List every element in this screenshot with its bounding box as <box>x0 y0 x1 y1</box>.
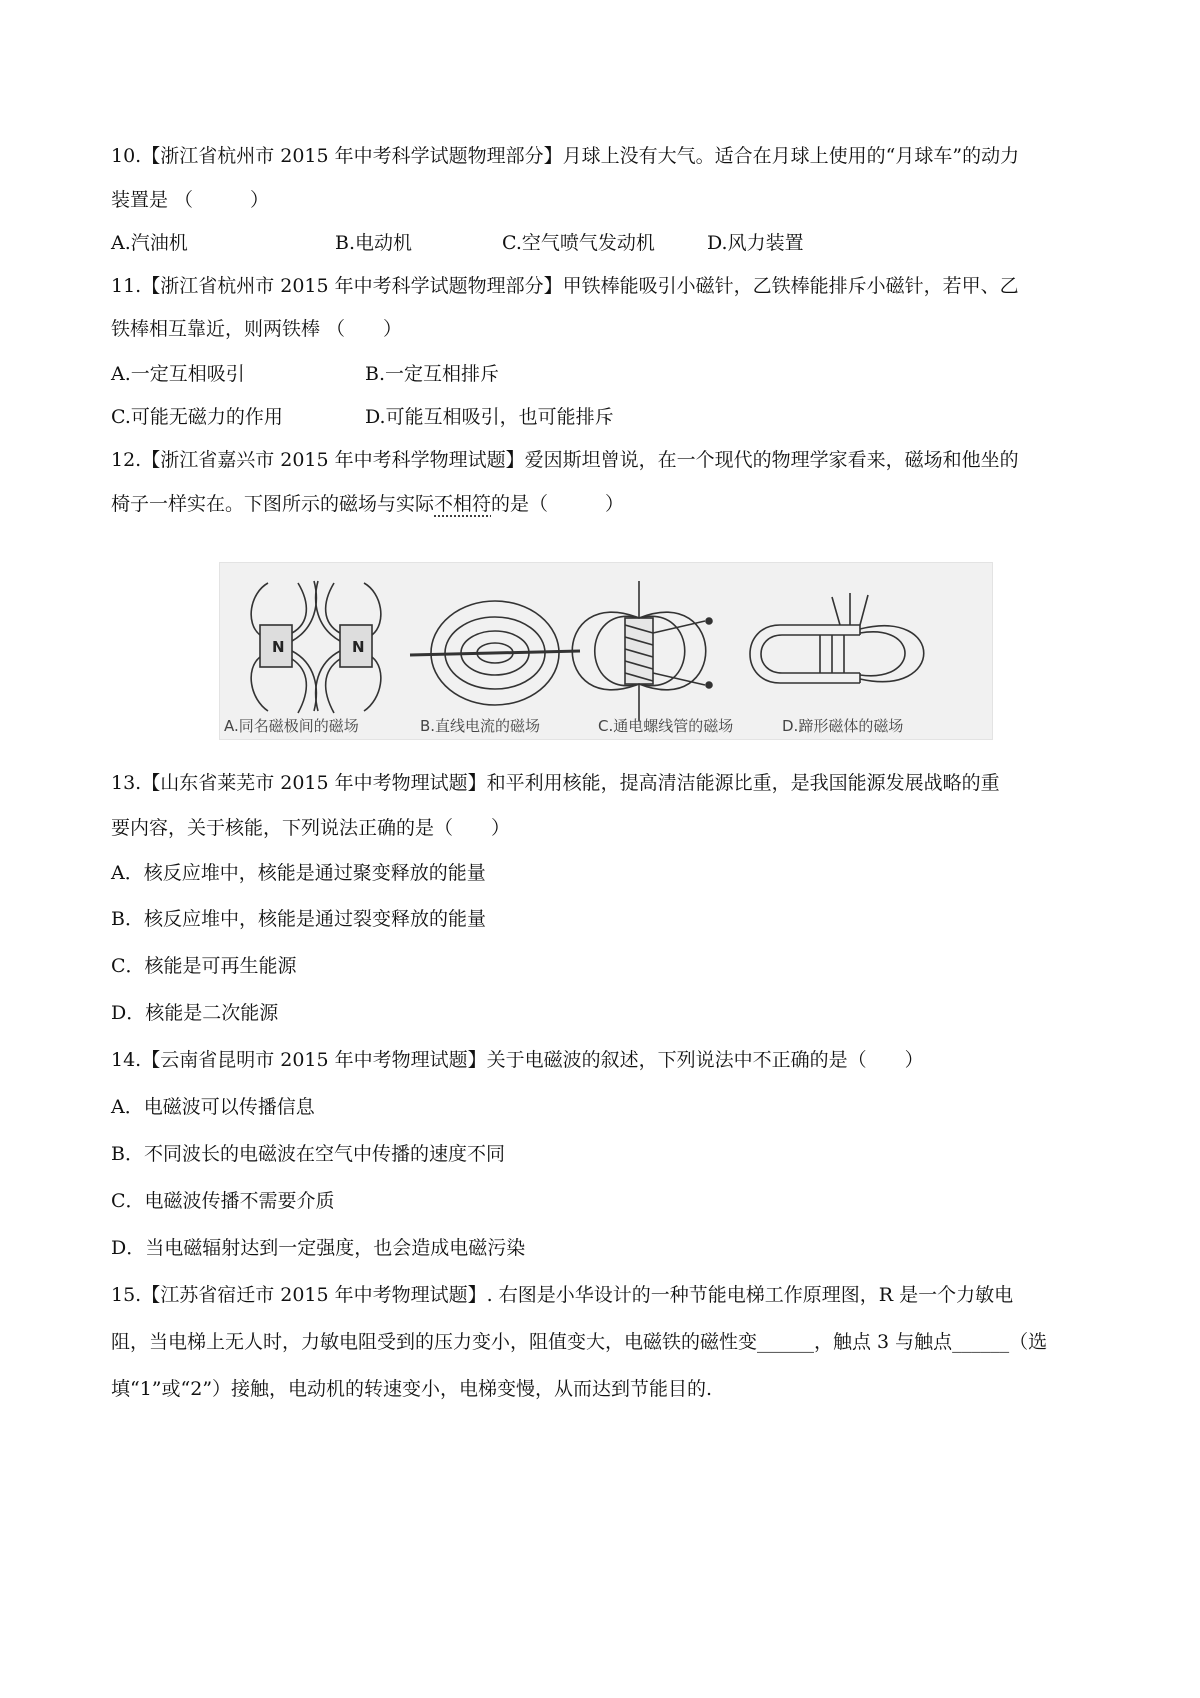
q13-option-d: D．核能是二次能源 <box>111 1002 279 1024</box>
q13-option-a: A．核反应堆中，核能是通过聚变释放的能量 <box>111 862 486 884</box>
q11-option-a: A.一定互相吸引 <box>111 363 245 385</box>
panel-c-solenoid <box>572 581 712 721</box>
q14-option-b: B．不同波长的电磁波在空气中传播的速度不同 <box>111 1143 505 1165</box>
q10-stem-line2: 装置是 （ ） <box>111 189 270 211</box>
q10-option-d: D.风力装置 <box>707 232 804 254</box>
q15-stem-line3: 填“1”或“2”）接触，电动机的转速变小，电梯变慢，从而达到节能目的. <box>111 1378 713 1400</box>
q15-stem-line1: 15.【江苏省宿迁市 2015 年中考物理试题】. 右图是小华设计的一种节能电梯工作原理图，R 是一个力敏电 <box>111 1284 1014 1306</box>
q11-options-row1 <box>111 361 1011 387</box>
pole-label-left: N <box>272 638 285 656</box>
magnetic-field-diagrams <box>220 563 992 739</box>
q15-stem-line2: 阻，当电梯上无人时，力敏电阻受到的压力变小，阻值变大，电磁铁的磁性变______，触点 3 与触点______（选 <box>111 1331 1048 1353</box>
q13-option-c: C．核能是可再生能源 <box>111 955 297 977</box>
q12-emphasis: 不相符 <box>434 493 492 515</box>
q12-stem-line1: 12.【浙江省嘉兴市 2015 年中考科学物理试题】爱因斯坦曾说，在一个现代的物理学家看来，磁场和他坐的 <box>111 449 1019 471</box>
q14-option-d: D．当电磁辐射达到一定强度，也会造成电磁污染 <box>111 1237 526 1259</box>
q14-stem-line1: 14.【云南省昆明市 2015 年中考物理试题】关于电磁波的叙述，下列说法中不正确的是（ ） <box>111 1049 924 1071</box>
pole-label-right: N <box>352 638 365 656</box>
q13-option-b: B．核反应堆中，核能是通过裂变释放的能量 <box>111 908 486 930</box>
q11-option-d: D.可能互相吸引，也可能排斥 <box>365 406 614 428</box>
panel-d-horseshoe <box>750 593 924 683</box>
q10-option-a: A.汽油机 <box>111 232 188 254</box>
q10-option-b: B.电动机 <box>335 232 413 254</box>
q10-option-c: C.空气喷气发动机 <box>502 232 655 254</box>
q12-stem-line2-post: 的是（ ） <box>491 493 625 515</box>
caption-d: D.蹄形磁体的磁场 <box>782 717 904 735</box>
caption-c: C.通电螺线管的磁场 <box>598 717 734 735</box>
q11-stem-line2: 铁棒相互靠近，则两铁棒 （ ） <box>111 318 403 340</box>
caption-a: A.同名磁极间的磁场 <box>224 717 359 735</box>
q14-option-a: A．电磁波可以传播信息 <box>111 1096 315 1118</box>
q12-stem-line2 <box>111 491 624 517</box>
caption-b: B.直线电流的磁场 <box>420 717 541 735</box>
q11-option-b: B.一定互相排斥 <box>365 363 500 385</box>
q11-options-row2 <box>111 404 1011 430</box>
q11-option-c: C.可能无磁力的作用 <box>111 406 283 428</box>
q13-stem-line1: 13.【山东省莱芜市 2015 年中考物理试题】和平利用核能，提高清洁能源比重，是我国能源发展战略的重 <box>111 772 1000 794</box>
q12-stem-line2-pre: 椅子一样实在。下图所示的磁场与实际 <box>111 493 435 515</box>
magnetic-field-figure <box>219 562 993 740</box>
q13-stem-line2: 要内容，关于核能，下列说法正确的是（ ） <box>111 817 511 839</box>
panel-b-straight-wire <box>410 601 580 705</box>
q10-stem-line1: 10.【浙江省杭州市 2015 年中考科学试题物理部分】月球上没有大气。适合在月球上使用的“月球车”的动力 <box>111 145 1020 167</box>
q14-option-c: C．电磁波传播不需要介质 <box>111 1190 335 1212</box>
q10-options <box>111 230 1011 256</box>
q11-stem-line1: 11.【浙江省杭州市 2015 年中考科学试题物理部分】甲铁棒能吸引小磁针，乙铁棒能排斥小磁针，若甲、乙 <box>111 275 1019 297</box>
